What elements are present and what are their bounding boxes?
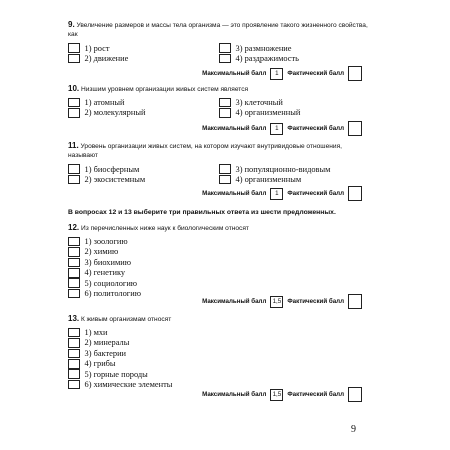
checkbox[interactable] xyxy=(68,278,80,288)
options xyxy=(68,97,368,118)
checkbox[interactable] xyxy=(219,164,231,174)
option[interactable]: 6) химические элементы xyxy=(68,379,368,389)
option[interactable]: 2) движение xyxy=(68,53,368,63)
question-12 xyxy=(68,223,368,299)
option[interactable]: 2) молекулярный xyxy=(68,108,368,118)
actual-score-field[interactable] xyxy=(348,66,362,81)
question-9 xyxy=(68,20,368,64)
option[interactable]: 1) зоологию xyxy=(68,236,368,246)
checkbox[interactable] xyxy=(68,237,80,247)
question-text: 13. К живым организмам относят xyxy=(68,314,172,323)
checkbox[interactable] xyxy=(219,108,231,118)
options xyxy=(68,164,368,185)
checkbox[interactable] xyxy=(68,338,80,348)
question-number: 13. xyxy=(68,314,80,323)
score-row: Максимальный балл 1,5 Фактический балл xyxy=(202,295,362,308)
question-13 xyxy=(68,314,368,390)
options xyxy=(68,236,368,298)
checkbox[interactable] xyxy=(219,54,231,64)
option[interactable]: 5) горные породы xyxy=(68,369,368,379)
checkbox[interactable] xyxy=(68,98,80,108)
option[interactable]: 5) социологию xyxy=(68,278,368,288)
option[interactable]: 4) организменным xyxy=(219,174,330,184)
max-score-box: 1,5 xyxy=(270,296,283,308)
checkbox[interactable] xyxy=(68,43,80,53)
question-text: 10. Низшим уровнем организации живых систем является xyxy=(68,84,249,93)
question-10 xyxy=(68,84,368,118)
checkbox[interactable] xyxy=(68,359,80,369)
checkbox[interactable] xyxy=(68,289,80,299)
option[interactable]: 2) минералы xyxy=(68,338,368,348)
option[interactable]: 4) организменный xyxy=(219,108,300,118)
checkbox[interactable] xyxy=(68,54,80,64)
checkbox[interactable] xyxy=(68,108,80,118)
checkbox[interactable] xyxy=(219,98,231,108)
checkbox[interactable] xyxy=(68,268,80,278)
max-score-box: 1 xyxy=(270,188,283,200)
checkbox[interactable] xyxy=(68,380,80,390)
options xyxy=(68,327,368,389)
checkbox[interactable] xyxy=(68,175,80,185)
checkbox[interactable] xyxy=(68,328,80,338)
page-number: 9 xyxy=(351,424,356,435)
checkbox[interactable] xyxy=(68,258,80,268)
max-score-box: 1,5 xyxy=(270,389,283,401)
option[interactable]: 1) биосферным xyxy=(68,164,368,174)
checkbox[interactable] xyxy=(219,175,231,185)
option[interactable]: 3) популяционно-видовым xyxy=(219,164,330,174)
actual-score-field[interactable] xyxy=(348,294,362,309)
max-score-box: 1 xyxy=(270,123,283,135)
checkbox[interactable] xyxy=(219,43,231,53)
option[interactable]: 4) раздражимость xyxy=(219,53,299,63)
actual-score-field[interactable] xyxy=(348,387,362,402)
question-text: 12. Из перечисленных ниже наук к биологическим относят xyxy=(68,223,249,232)
score-row: Максимальный балл 1 Фактический балл xyxy=(202,122,362,135)
option[interactable]: 3) клеточный xyxy=(219,97,300,107)
score-row: Максимальный балл 1 Фактический балл xyxy=(202,67,362,80)
question-number: 10. xyxy=(68,84,80,93)
score-row: Максимальный балл 1 Фактический балл xyxy=(202,187,362,200)
instruction-text: В вопросах 12 и 13 выберите три правильных ответа из шести предложенных. xyxy=(68,209,336,216)
option[interactable]: 4) генетику xyxy=(68,268,368,278)
options xyxy=(68,43,368,64)
question-text: 11. Уровень организации живых систем, на котором изучают внутривидовые отношения, называют xyxy=(68,141,342,160)
checkbox[interactable] xyxy=(68,349,80,359)
max-score-box: 1 xyxy=(270,68,283,80)
option[interactable]: 3) бактерии xyxy=(68,348,368,358)
question-number: 12. xyxy=(68,223,80,232)
checkbox[interactable] xyxy=(68,164,80,174)
question-number: 9. xyxy=(68,20,75,29)
question-11 xyxy=(68,141,368,185)
option[interactable]: 2) экосистемным xyxy=(68,174,368,184)
checkbox[interactable] xyxy=(68,247,80,257)
question-text: 9. Увеличение размеров и массы тела организма — это проявление такого жизненного свойства, как xyxy=(68,20,368,39)
option[interactable]: 3) размножение xyxy=(219,43,299,53)
option[interactable]: 1) рост xyxy=(68,43,368,53)
option[interactable]: 1) атомный xyxy=(68,97,368,107)
option[interactable]: 3) биохимию xyxy=(68,257,368,267)
option[interactable]: 4) грибы xyxy=(68,359,368,369)
option[interactable]: 1) мхи xyxy=(68,327,368,337)
option[interactable]: 2) химию xyxy=(68,247,368,257)
checkbox[interactable] xyxy=(68,369,80,379)
option[interactable]: 6) политологию xyxy=(68,288,368,298)
actual-score-field[interactable] xyxy=(348,186,362,201)
actual-score-field[interactable] xyxy=(348,121,362,136)
score-row: Максимальный балл 1,5 Фактический балл xyxy=(202,388,362,401)
question-number: 11. xyxy=(68,141,79,150)
